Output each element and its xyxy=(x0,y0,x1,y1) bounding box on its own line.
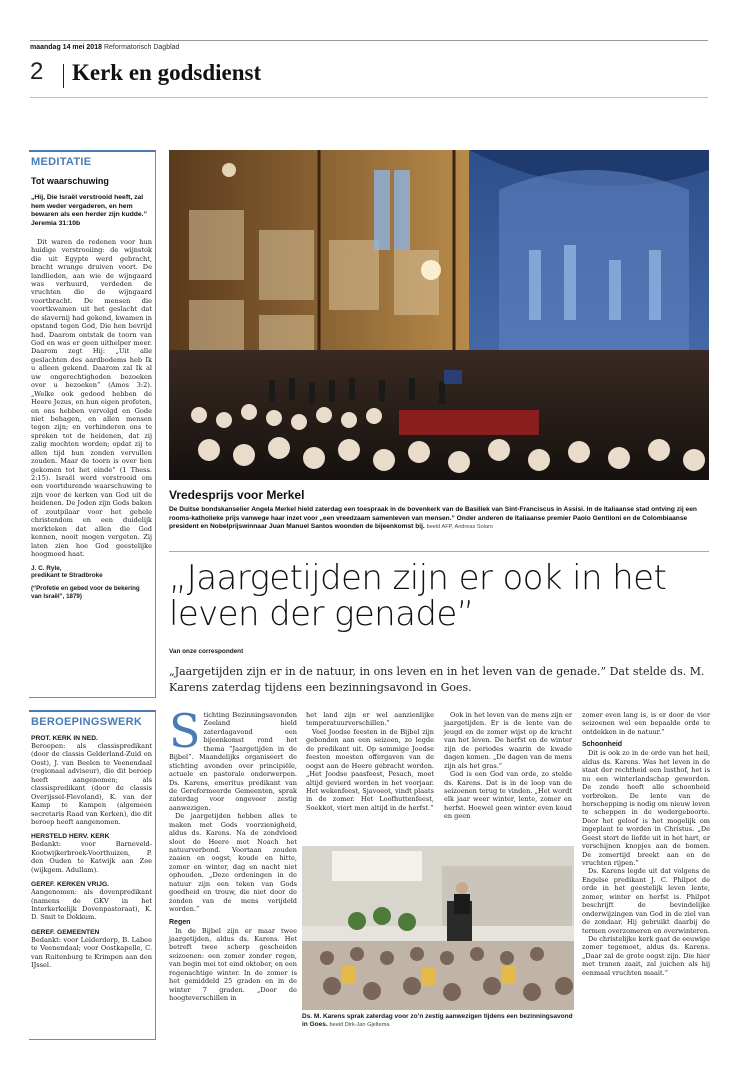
meditatie-quote xyxy=(31,194,152,229)
quote-reference: Jeremia 31:10b xyxy=(31,220,81,228)
beroepingswerk-box xyxy=(29,710,156,1040)
section-title: Kerk en godsdienst xyxy=(72,60,262,85)
meditatie-title: Tot waarschuwing xyxy=(31,176,109,186)
paragraph: het land zijn er wel aanzienlijke temperatuurverschillen.” xyxy=(306,711,434,728)
dateline xyxy=(30,44,179,51)
paragraph: Ook in het leven van de mens zijn er jaargetijden. Er is de lente van de jeugd en de zomer wijst op de kracht van het leven. De herfst en de winter zijn de periodes waarin de kwade dagen komen. „De dagen van de mens zijn als het gras.” xyxy=(444,711,572,770)
article-column-4 xyxy=(582,711,710,977)
issue-date: maandag 14 mei 2018 xyxy=(30,44,102,51)
subheading: Schoonheid xyxy=(582,741,623,749)
article-column-3 xyxy=(444,711,572,821)
caption-text: De Duitse bondskanselier Angela Merkel hield zaterdag een toespraak in de bovenkerk van de Basiliek van Sint-Franciscus in Assisi. In de Italiaanse stad ontving zij een rooms-katholieke prijs vanwege haar inzet voor „een vreedzaam samenleven van mensen.” Onder anderen de Italiaanse premier Paolo Gentiloni en de Colombiaanse president en Nobelprijswinnaar Juan Manuel Santos woonden de bijeenkomst bij. xyxy=(169,506,697,531)
photo2-caption xyxy=(302,1013,574,1030)
paragraph: Dit is ook zo in de orde van het heil, aldus ds. Karens. Was het leven in de staat der rechtheid een lusthof, het is nu een winterlandschap geworden. De zonde heeft alle schoonheid verbroken. De lente van de herschepping is nodig om nieuw leven te scheppen in de wedergeboorte. Door het geloof is het mogelijk om ingeplant te worden in Christus. „De Geest stort de liefde uit in het hart, er verschijnen knopjes aan de bomen. De zomertijd breekt aan en de vruchten rijpen.” xyxy=(582,749,710,868)
article-column-2 xyxy=(306,711,434,812)
paragraph: Ds. Karens legde uit dat volgens de Engelse predikant J. C. Philpot de orde in het geestelijk leven lente, zomer, winter en herfst is. Philpot beschrijft de bevindelijke onderwijzingen van God in de ziel van de zondaar. Hij gebruikt daarbij de termen overzomeren en overwinteren. xyxy=(582,867,710,935)
photo-bezinningsavond xyxy=(302,846,574,1010)
photo-credit: beeld AFP, Andreas Solaro xyxy=(426,524,494,531)
header-top-rule xyxy=(30,40,708,41)
photo-headline: Vredesprijs voor Merkel xyxy=(169,488,305,502)
subheading: Regen xyxy=(169,918,191,926)
page-number: 2 xyxy=(30,58,44,85)
meditatie-heading: MEDITATIE xyxy=(31,156,92,168)
photo-credit: beeld Dirk-Jan Gjeltema xyxy=(329,1022,390,1029)
beroeping-entry xyxy=(31,881,152,922)
photo-caption xyxy=(169,506,709,532)
paragraph: God is een God van orde, zo stelde ds. Karens. Dat is in de loop van de seizoenen terug te vinden. „Het wordt elk jaar weer winter, lente, zomer en herfst. Hoewel geen winter even koud en geen xyxy=(444,770,572,821)
beroeping-text: Aangenomen: als dovenpredikant (namens de GKV in het Interkerkelijk Dovenpastoraat), K. D. Smit te Dokkum. xyxy=(31,888,152,922)
article-intro: „Jaargetijden zijn er in de natuur, in ons leven en in het leven van de genade.” Dat stelde ds. M. Karens zaterdag tijdens een bezinningsavond in Goes. xyxy=(169,665,705,694)
meditatie-author: J. C. Ryle, xyxy=(31,565,62,573)
meditatie-source: (“Profetie en gebed voor de bekering van Israël”, 1879) xyxy=(31,585,140,601)
meditatie-author-role: predikant te Stradbroke xyxy=(31,572,103,580)
meditatie-body: Dit waren de redenen voor hun huidige verstrooiing: de wijnstok die uit Egypte werd gebracht, bracht wrange druiven voort. De landlieden, aan wie de wijngaard was verhuurd, verdeden de vruchten die de wijngaard voortbracht. De mensen die voortkwamen uit het geslacht dat de slavernij had gekend, kwamen in opstand tegen God, Die hen bevrijd had. Daarom ontstak de toorn van God en was er geen uithelper meer. Daarom zegt Hij: „Uit alle geslachten des aardbodems heb Ik u alleen gekend. Daarom zal Ik al uw ongerechtigheden bezoeken over u bezoeken” (Amos 3:2). „Welke ook gedood hebben de Heere Jezus, en hun eigen profeten, en ons hebben vervolgd en Gode niet behagen, en allen mensen tegen zijn; en verhinderen ons te spreken tot de heidenen, dat zij zalig mochten worden; opdat zij te allen tijd hun zonden vervullen zouden. Maar de toorn is over hen gekomen tot het einde” (1 Thess. 2:15). Israël werd verstrooid om een voortdurende waarschuwing te zijn voor de kerken van God uit de heidenen. De Joden zijn Gods baken of zoutpilaar voor het gehele christendom en een duidelijk merkteken dat allen die God kennen, nooit mogen vergeten. Zij laten zien hoe God geestelijke hoogmoed haat. xyxy=(31,237,152,558)
main-photo-basilica xyxy=(169,150,709,480)
paragraph: zomer even lang is, is er door de vier seizoenen wel een bepaalde orde te ontdekken in de natuur.” xyxy=(582,711,710,736)
beroeping-church: GEREF. GEMEENTEN xyxy=(31,928,100,936)
beroeping-text: Beroepen: als classispredikant (door de classis Gelderland-Zuid en Oost), J. van Beelen te Veenendaal (regionaal adviseur), die dit beroep heeft aangenomen; als classispredikant (door de classis Overijssel-Flevoland), K. van der Kamp te Kampen (algemeen secretaris Raad van Kerken), die dit beroep heeft aangenomen. xyxy=(31,742,152,826)
article-column-1 xyxy=(169,704,297,1003)
meditatie-box xyxy=(29,150,156,698)
beroeping-text: Bedankt: voor Leiderdorp, B. Labee te Veenendaal; voor Oostkapelle, C. van Ruitenburg te Krimpen aan den IJssel. xyxy=(31,935,152,970)
dropcap: S xyxy=(169,704,201,758)
article-headline: „Jaargetijden zijn er ook in het leven der genade” xyxy=(169,558,667,635)
beroeping-entry xyxy=(31,833,152,874)
beroeping-text: Bedankt: voor Barneveld-Kootwijkerbroek-Voorthuizen, P. den Ouden te Katwijk aan Zee (wijkgem. Adullam). xyxy=(31,840,152,874)
basilica-image xyxy=(169,150,709,480)
paragraph: De christelijke kerk gaat de eeuwige zomer tegemoet, aldus ds. Karens. „Daar zal de grote oogst zijn. Die hier met tranen zaait, zal juichen als hij eenmaal vruchten maait.” xyxy=(582,934,710,977)
beroeping-church: PROT. KERK IN NED. xyxy=(31,735,98,742)
lecture-image xyxy=(302,846,574,1010)
beroeping-church: GEREF. KERKEN VRIJG. xyxy=(31,881,110,889)
beroeping-entry xyxy=(31,735,152,826)
paragraph: In de Bijbel zijn er maar twee jaargetijden, aldus ds. Karens. Het betreft twee scherp gescheiden seizoenen: een zomer zonder regen, van begin mei tot eind oktober, en een regenachtige winter. In de zomer is het gemiddeld 25 graden en in de winter 7 graden. „Door de hoogteverschillen in xyxy=(169,926,297,1003)
paragraph: De jaargetijden hebben alles te maken met Gods voorzienigheid, aldus ds. Karens. Na de zondvloed sloot de Heere met Noach het natuurverbond. Voortaan zouden zaaien en oogst, koude en hitte, zomer en winter, dag en nacht niet ophouden. „Deze ordeningen in de natuur zijn een teken van Gods goedheid en trouw, die niet door de zonden van de mens verijdeld worden.” xyxy=(169,812,297,914)
article-byline: Van onze correspondent xyxy=(169,648,244,655)
caption-text: Ds. M. Karens sprak zaterdag voor zo’n zestig aanwezigen tijdens een bezinningsavond in Goes. xyxy=(302,1013,573,1029)
article-top-rule xyxy=(169,551,709,552)
paragraph: tichting Bezinningsavonden Zeeland hield zaterdagavond een bijeenkomst rond het thema “Jaargetijden in de Bijbel”. Maandelijks organiseert de stichting avonden over principiële, actuele en pastorale onderwerpen. Ds. Karens, emeritus predikant van de Gereformeerde Gemeenten, sprak zaterdag voor ongeveer zestig aanwezigen. xyxy=(169,711,297,812)
beroeping-entry xyxy=(31,929,152,970)
quote-text: „Hij, Die Israël verstrooid heeft, zal hem weder vergaderen, en hem bewaren als een herder zijn kudde.” xyxy=(31,194,147,219)
paragraph: Veel Joodse feesten in de Bijbel zijn gebonden aan een seizoen, zo legde de predikant uit. Op sommige Joodse feesten moesten offergaven van de oogst aan de Heere gebracht worden. „Het Joodse paasfeest, Pesach, moet altijd gevierd worden in het voorjaar. Het wekenfeest, Sjavoeot, vindt plaats in de zomer. Het Loofhuttenfeest, Soekkot, viert men altijd in de herfst.” xyxy=(306,727,434,812)
publication-name: Reformatorisch Dagblad xyxy=(103,44,180,51)
beroepingswerk-heading: BEROEPINGSWERK xyxy=(31,716,143,728)
beroeping-church: HERSTELD HERV. KERK xyxy=(31,833,110,841)
header-bottom-rule xyxy=(30,97,708,98)
header-divider xyxy=(63,64,64,88)
